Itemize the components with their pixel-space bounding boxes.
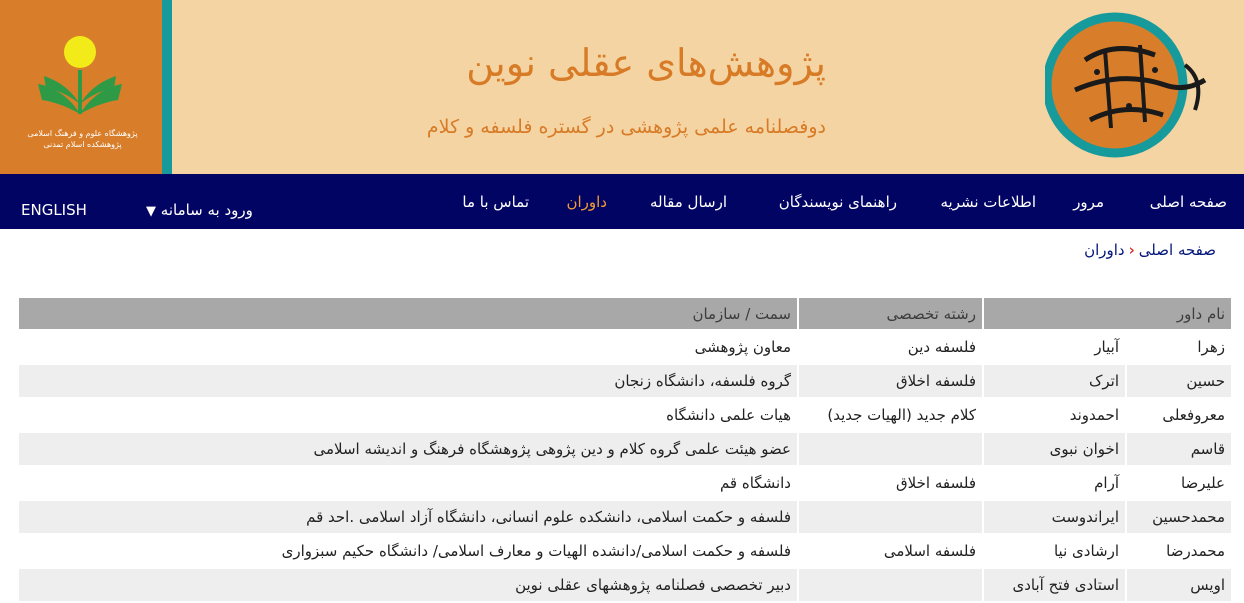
nav-author-guide[interactable]: راهنمای نویسندگان <box>778 193 897 211</box>
reviewer-specialty: فلسفه اخلاق <box>799 365 982 397</box>
reviewer-specialty <box>799 569 982 601</box>
table-row <box>19 399 1231 431</box>
triangle-down-icon: ▼ <box>146 204 156 219</box>
journal-title: پژوهش‌های عقلی نوین <box>466 41 826 85</box>
reviewer-last-name: اخوان نبوی <box>984 433 1125 465</box>
table-row <box>19 535 1231 567</box>
table-row <box>19 433 1231 465</box>
nav-home[interactable]: صفحه اصلی <box>1149 193 1227 211</box>
table-row <box>19 501 1231 533</box>
reviewer-first-name: علیرضا <box>1180 474 1225 492</box>
reviewer-first-name: اویس <box>1127 569 1231 601</box>
table-row <box>19 331 1231 363</box>
breadcrumb-home[interactable]: صفحه اصلی <box>1138 241 1216 259</box>
reviewer-position: هیات علمی دانشگاه <box>666 406 791 424</box>
reviewer-specialty: کلام جدید (الهیات جدید) <box>827 406 976 424</box>
reviewer-first-name: محمدحسین <box>1127 501 1231 533</box>
nav-submit-article[interactable]: ارسال مقاله <box>649 193 727 211</box>
reviewer-specialty <box>799 433 982 465</box>
reviewers-table <box>17 296 1233 603</box>
chevron-left-icon: ‹ <box>1128 241 1135 259</box>
institute-logo-block[interactable] <box>0 0 162 174</box>
journal-logo-icon[interactable] <box>1045 10 1221 160</box>
reviewer-first-name: قاسم <box>1127 433 1231 465</box>
reviewer-first-name: محمدرضا <box>1166 542 1225 560</box>
header-reviewer-name: نام داور <box>984 298 1231 329</box>
journal-subtitle: دوفصلنامه علمی پژوهشی در گستره فلسفه و کلام <box>426 116 826 138</box>
reviewer-first-name: معروفعلی <box>1162 406 1225 424</box>
table-header-row <box>19 298 1231 329</box>
nav-contact[interactable]: تماس با ما <box>462 193 529 211</box>
reviewer-last-name: اترک <box>984 365 1125 397</box>
reviewer-specialty: فلسفه اخلاق <box>896 474 976 492</box>
header-banner <box>0 0 1244 174</box>
table-row <box>19 569 1231 601</box>
reviewer-last-name: احمدوند <box>1069 406 1119 424</box>
institute-name: پژوهشگاه علوم و فرهنگ اسلامی <box>27 129 138 138</box>
teal-divider <box>162 0 172 174</box>
nav-browse[interactable]: مرور <box>1073 193 1104 211</box>
institute-logo-caption <box>10 128 155 150</box>
reviewer-position: فلسفه و حکمت اسلامی، دانشکده علوم انسانی، دانشگاه آزاد اسلامی .احد قم <box>19 501 797 533</box>
reviewer-position: دبیر تخصصی فصلنامه پژوهشهای عقلی نوین <box>19 569 797 601</box>
header-position: سمت / سازمان <box>19 298 797 329</box>
reviewer-position: معاون پژوهشی <box>694 338 791 356</box>
reviewer-position: گروه فلسفه، دانشگاه زنجان <box>19 365 797 397</box>
content-area <box>6 229 1238 603</box>
reviewer-specialty: فلسفه اسلامی <box>883 542 976 560</box>
nav-journal-info[interactable]: اطلاعات نشریه <box>940 193 1036 211</box>
reviewer-specialty: فلسفه دین <box>907 338 976 356</box>
reviewer-specialty <box>799 501 982 533</box>
login-menu[interactable] <box>140 201 253 219</box>
reviewer-last-name: آبیار <box>1094 338 1119 356</box>
breadcrumb <box>1084 241 1216 259</box>
reviewer-first-name: حسین <box>1127 365 1231 397</box>
reviewer-position: فلسفه و حکمت اسلامی/دانشده الهیات و معارف اسلامی/ دانشگاه حکیم سبزواری <box>281 542 791 560</box>
english-link[interactable]: ENGLISH <box>21 201 87 219</box>
table-row <box>19 467 1231 499</box>
reviewer-last-name: ارشادی نیا <box>1053 542 1119 560</box>
reviewer-last-name: ایراندوست <box>984 501 1125 533</box>
reviewer-position: دانشگاه قم <box>719 474 791 492</box>
reviewer-first-name: زهرا <box>1197 338 1225 356</box>
main-nav <box>0 174 1244 229</box>
login-label: ورود به سامانه <box>160 201 253 219</box>
reviewer-position: عضو هیئت علمی گروه کلام و دین پژوهی پژوهشگاه فرهنگ و اندیشه اسلامی <box>19 433 797 465</box>
nav-reviewers[interactable]: داوران <box>566 193 607 211</box>
table-row <box>19 365 1231 397</box>
book-sun-emblem-icon <box>30 30 130 120</box>
reviewer-last-name: استادی فتح آبادی <box>984 569 1125 601</box>
header-specialty: رشته تخصصی <box>799 298 982 329</box>
breadcrumb-current: داوران <box>1084 241 1125 259</box>
reviewer-last-name: آرام <box>1094 474 1119 492</box>
institute-subname: پژوهشکده اسلام تمدنی <box>43 140 122 149</box>
